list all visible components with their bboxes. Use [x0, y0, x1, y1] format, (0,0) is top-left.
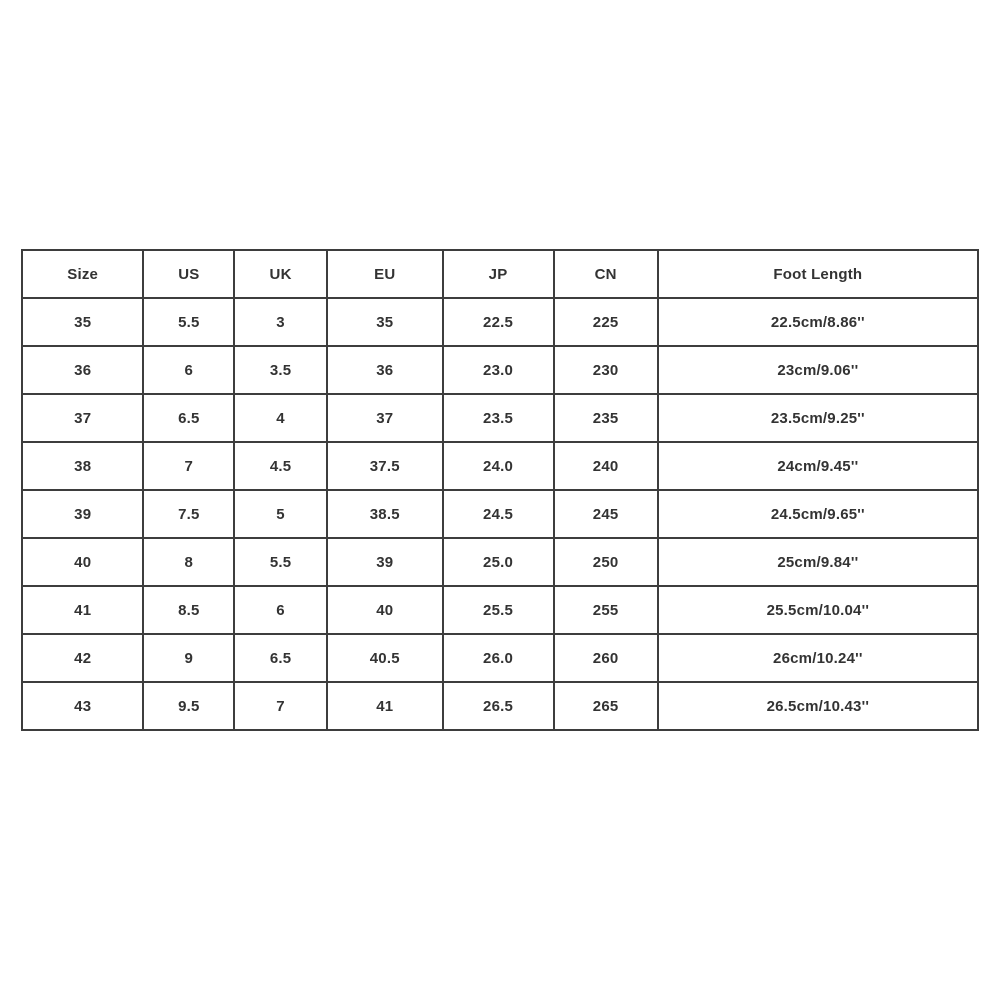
table-cell: 42 [22, 634, 143, 682]
table-row [22, 442, 978, 490]
table-cell: 9 [143, 634, 234, 682]
table-cell: 7.5 [143, 490, 234, 538]
table-cell: 26.0 [443, 634, 554, 682]
table-cell: 39 [327, 538, 443, 586]
table-row [22, 682, 978, 730]
table-cell: 5 [234, 490, 327, 538]
table-row [22, 634, 978, 682]
table-cell: 6 [143, 346, 234, 394]
table-cell: 25cm/9.84'' [658, 538, 978, 586]
table-cell: 7 [234, 682, 327, 730]
table-cell: 24.0 [443, 442, 554, 490]
table-cell: 37 [327, 394, 443, 442]
table-cell: 23.5cm/9.25'' [658, 394, 978, 442]
column-header: EU [327, 250, 443, 298]
column-header: UK [234, 250, 327, 298]
table-cell: 4.5 [234, 442, 327, 490]
table-cell: 6.5 [234, 634, 327, 682]
table-cell: 25.5 [443, 586, 554, 634]
table-cell: 260 [554, 634, 658, 682]
table-cell: 36 [327, 346, 443, 394]
table-cell: 225 [554, 298, 658, 346]
table-cell: 8.5 [143, 586, 234, 634]
table-cell: 26.5 [443, 682, 554, 730]
table-cell: 24.5 [443, 490, 554, 538]
table-cell: 3.5 [234, 346, 327, 394]
table-cell: 25.0 [443, 538, 554, 586]
table-cell: 245 [554, 490, 658, 538]
table-cell: 26cm/10.24'' [658, 634, 978, 682]
table-cell: 41 [22, 586, 143, 634]
table-cell: 7 [143, 442, 234, 490]
table-cell: 22.5cm/8.86'' [658, 298, 978, 346]
table-cell: 23.5 [443, 394, 554, 442]
column-header: Size [22, 250, 143, 298]
table-cell: 26.5cm/10.43'' [658, 682, 978, 730]
table-cell: 6 [234, 586, 327, 634]
table-cell: 43 [22, 682, 143, 730]
table-row [22, 298, 978, 346]
table-row [22, 346, 978, 394]
table-cell: 38 [22, 442, 143, 490]
table-cell: 255 [554, 586, 658, 634]
table-cell: 25.5cm/10.04'' [658, 586, 978, 634]
column-header: Foot Length [658, 250, 978, 298]
table-cell: 35 [327, 298, 443, 346]
table-cell: 23cm/9.06'' [658, 346, 978, 394]
table-cell: 24cm/9.45'' [658, 442, 978, 490]
table-cell: 40 [22, 538, 143, 586]
table-row [22, 490, 978, 538]
table-cell: 5.5 [143, 298, 234, 346]
table-cell: 22.5 [443, 298, 554, 346]
table-cell: 6.5 [143, 394, 234, 442]
table-row [22, 394, 978, 442]
table-cell: 41 [327, 682, 443, 730]
table-cell: 38.5 [327, 490, 443, 538]
table-cell: 36 [22, 346, 143, 394]
table-cell: 230 [554, 346, 658, 394]
table-cell: 24.5cm/9.65'' [658, 490, 978, 538]
table-cell: 265 [554, 682, 658, 730]
table-cell: 40.5 [327, 634, 443, 682]
table-cell: 240 [554, 442, 658, 490]
table-cell: 9.5 [143, 682, 234, 730]
table-cell: 40 [327, 586, 443, 634]
column-header: JP [443, 250, 554, 298]
table-cell: 8 [143, 538, 234, 586]
table-cell: 35 [22, 298, 143, 346]
header-row [22, 250, 978, 298]
table-cell: 4 [234, 394, 327, 442]
table-cell: 37 [22, 394, 143, 442]
table-cell: 37.5 [327, 442, 443, 490]
size-chart-body [22, 298, 978, 730]
table-cell: 23.0 [443, 346, 554, 394]
column-header: CN [554, 250, 658, 298]
table-row [22, 586, 978, 634]
column-header: US [143, 250, 234, 298]
table-cell: 235 [554, 394, 658, 442]
table-cell: 3 [234, 298, 327, 346]
table-cell: 5.5 [234, 538, 327, 586]
table-cell: 39 [22, 490, 143, 538]
table-row [22, 538, 978, 586]
size-chart-table [21, 249, 979, 731]
size-chart-header [22, 250, 978, 298]
table-cell: 250 [554, 538, 658, 586]
